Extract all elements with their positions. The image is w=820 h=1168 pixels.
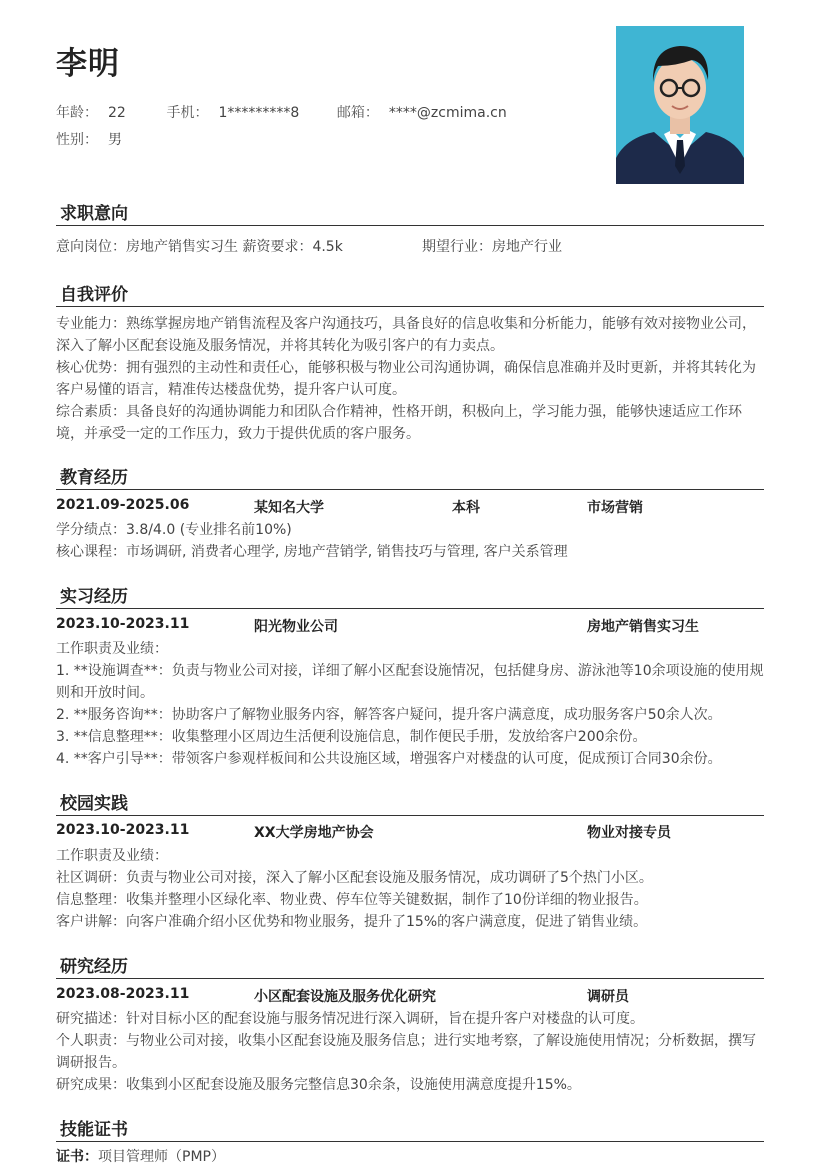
- campus-detail: 客户讲解：向客户准确介绍小区优势和物业服务，提升了15%的客户满意度，促进了销售业绩。: [56, 914, 648, 930]
- salary-value: 4.5k: [312, 239, 343, 255]
- internship-detail: 工作职责及业绩：: [56, 641, 168, 657]
- internship-detail: 3. **信息整理**：收集整理小区周边生活便利设施信息，制作便民手册，发放给客户200余份。: [56, 729, 647, 745]
- campus-entry-header: [56, 822, 764, 842]
- section-divider: [56, 489, 764, 490]
- section-title-research: 研究经历: [60, 957, 128, 977]
- profile-photo: [616, 26, 744, 184]
- research-role: 调研员: [587, 989, 629, 1005]
- education-major: 市场营销: [587, 500, 643, 516]
- internship-detail: 2. **服务咨询**：协助客户了解物业服务内容，解答客户疑问，提升客户满意度，成功服务客户50余人次。: [56, 707, 722, 723]
- section-divider: [56, 608, 764, 609]
- education-entry-header: [56, 497, 764, 517]
- email-label: 邮箱：: [336, 105, 379, 121]
- cert-value: 项目管理师（PMP）: [98, 1149, 225, 1165]
- section-divider: [56, 306, 764, 307]
- section-divider: [56, 1141, 764, 1142]
- industry-value: 房地产行业: [492, 239, 562, 255]
- section-title-intent: 求职意向: [60, 204, 128, 224]
- section-title-skills: 技能证书: [60, 1120, 128, 1140]
- section-divider: [56, 815, 764, 816]
- cert-label: 证书：: [56, 1149, 98, 1165]
- gender-label: 性别：: [56, 132, 98, 148]
- phone-label: 手机：: [166, 105, 209, 121]
- self-eval-line: 专业能力：熟练掌握房地产销售流程及客户沟通技巧，具备良好的信息收集和分析能力，能够有效对接物业公司，: [56, 316, 756, 332]
- contact-row: [56, 102, 507, 122]
- education-detail: 学分绩点：3.8/4.0 (专业排名前10%): [56, 522, 292, 538]
- campus-detail: 工作职责及业绩：: [56, 848, 168, 864]
- section-divider: [56, 225, 764, 226]
- research-date: 2023.08-2023.11: [56, 986, 190, 1002]
- salary-label: 薪资要求：: [242, 239, 313, 255]
- campus-detail: 社区调研：负责与物业公司对接，深入了解小区配套设施及服务情况，成功调研了5个热门小区。: [56, 870, 653, 886]
- self-eval-line: 深入了解小区配套设施及服务情况，并将其转化为吸引客户的有力卖点。: [56, 338, 504, 354]
- research-detail: 研究描述：针对目标小区的配套设施与服务情况进行深入调研，旨在提升客户对楼盘的认可度。: [56, 1011, 644, 1027]
- self-eval-line: 境，并承受一定的工作压力，致力于提供优质的客户服务。: [56, 426, 420, 442]
- email-value: ****@zcmima.cn: [388, 105, 507, 121]
- gender-row: [56, 129, 122, 149]
- gender-value: 男: [108, 132, 122, 148]
- portrait-illustration: [616, 26, 744, 184]
- education-degree: 本科: [452, 500, 480, 516]
- section-title-internship: 实习经历: [60, 587, 128, 607]
- research-detail: 研究成果：收集到小区配套设施及服务完整信息30余条，设施使用满意度提升15%。: [56, 1077, 581, 1093]
- section-title-self-eval: 自我评价: [60, 285, 128, 305]
- phone-value: 1*********8: [218, 105, 300, 121]
- campus-role: 物业对接专员: [587, 825, 671, 841]
- internship-detail: 1. **设施调查**：负责与物业公司对接，详细了解小区配套设施情况，包括健身房、游泳池等10余项设施的使用规: [56, 663, 764, 679]
- self-eval-line: 客户易懂的语言，精准传达楼盘优势，提升客户认可度。: [56, 382, 406, 398]
- position-label: 意向岗位：: [56, 239, 126, 255]
- section-divider: [56, 978, 764, 979]
- section-title-campus: 校园实践: [60, 794, 128, 814]
- research-project: 小区配套设施及服务优化研究: [254, 989, 436, 1005]
- industry-label: 期望行业：: [422, 239, 492, 255]
- research-detail: 调研报告。: [56, 1055, 126, 1071]
- internship-detail: 则和开放时间。: [56, 685, 154, 701]
- internship-date: 2023.10-2023.11: [56, 616, 190, 632]
- campus-date: 2023.10-2023.11: [56, 822, 190, 838]
- section-title-education: 教育经历: [60, 468, 128, 488]
- campus-detail: 信息整理：收集并整理小区绿化率、物业费、停车位等关键数据，制作了10份详细的物业报告。: [56, 892, 648, 908]
- industry-field: [422, 236, 562, 258]
- internship-company: 阳光物业公司: [254, 619, 338, 635]
- intent-row: [56, 236, 764, 258]
- education-date: 2021.09-2025.06: [56, 497, 190, 513]
- education-detail: 核心课程：市场调研, 消费者心理学, 房地产营销学, 销售技巧与管理, 客户关系管理: [56, 544, 568, 560]
- self-eval-line: 综合素质：具备良好的沟通协调能力和团队合作精神，性格开朗，积极向上，学习能力强，能够快速适应工作环: [56, 404, 742, 420]
- campus-org: XX大学房地产协会: [254, 825, 374, 841]
- research-entry-header: [56, 986, 764, 1006]
- internship-role: 房地产销售实习生: [587, 619, 699, 635]
- position-value: 房地产销售实习生: [126, 239, 238, 255]
- research-detail: 个人职责：与物业公司对接，收集小区配套设施及服务信息；进行实地考察，了解设施使用情况；分析数据，撰写: [56, 1033, 756, 1049]
- age-label: 年龄：: [56, 105, 98, 121]
- self-eval-line: 核心优势：拥有强烈的主动性和责任心，能够积极与物业公司沟通协调，确保信息准确并及时更新，并将其转化为: [56, 360, 756, 376]
- candidate-name: 李明: [56, 46, 120, 82]
- cert-row: [56, 1146, 764, 1168]
- internship-detail: 4. **客户引导**：带领客户参观样板间和公共设施区域，增强客户对楼盘的认可度，促成预订合同30余份。: [56, 751, 722, 767]
- internship-entry-header: [56, 616, 764, 636]
- education-school: 某知名大学: [254, 500, 324, 516]
- age-value: 22: [108, 105, 126, 121]
